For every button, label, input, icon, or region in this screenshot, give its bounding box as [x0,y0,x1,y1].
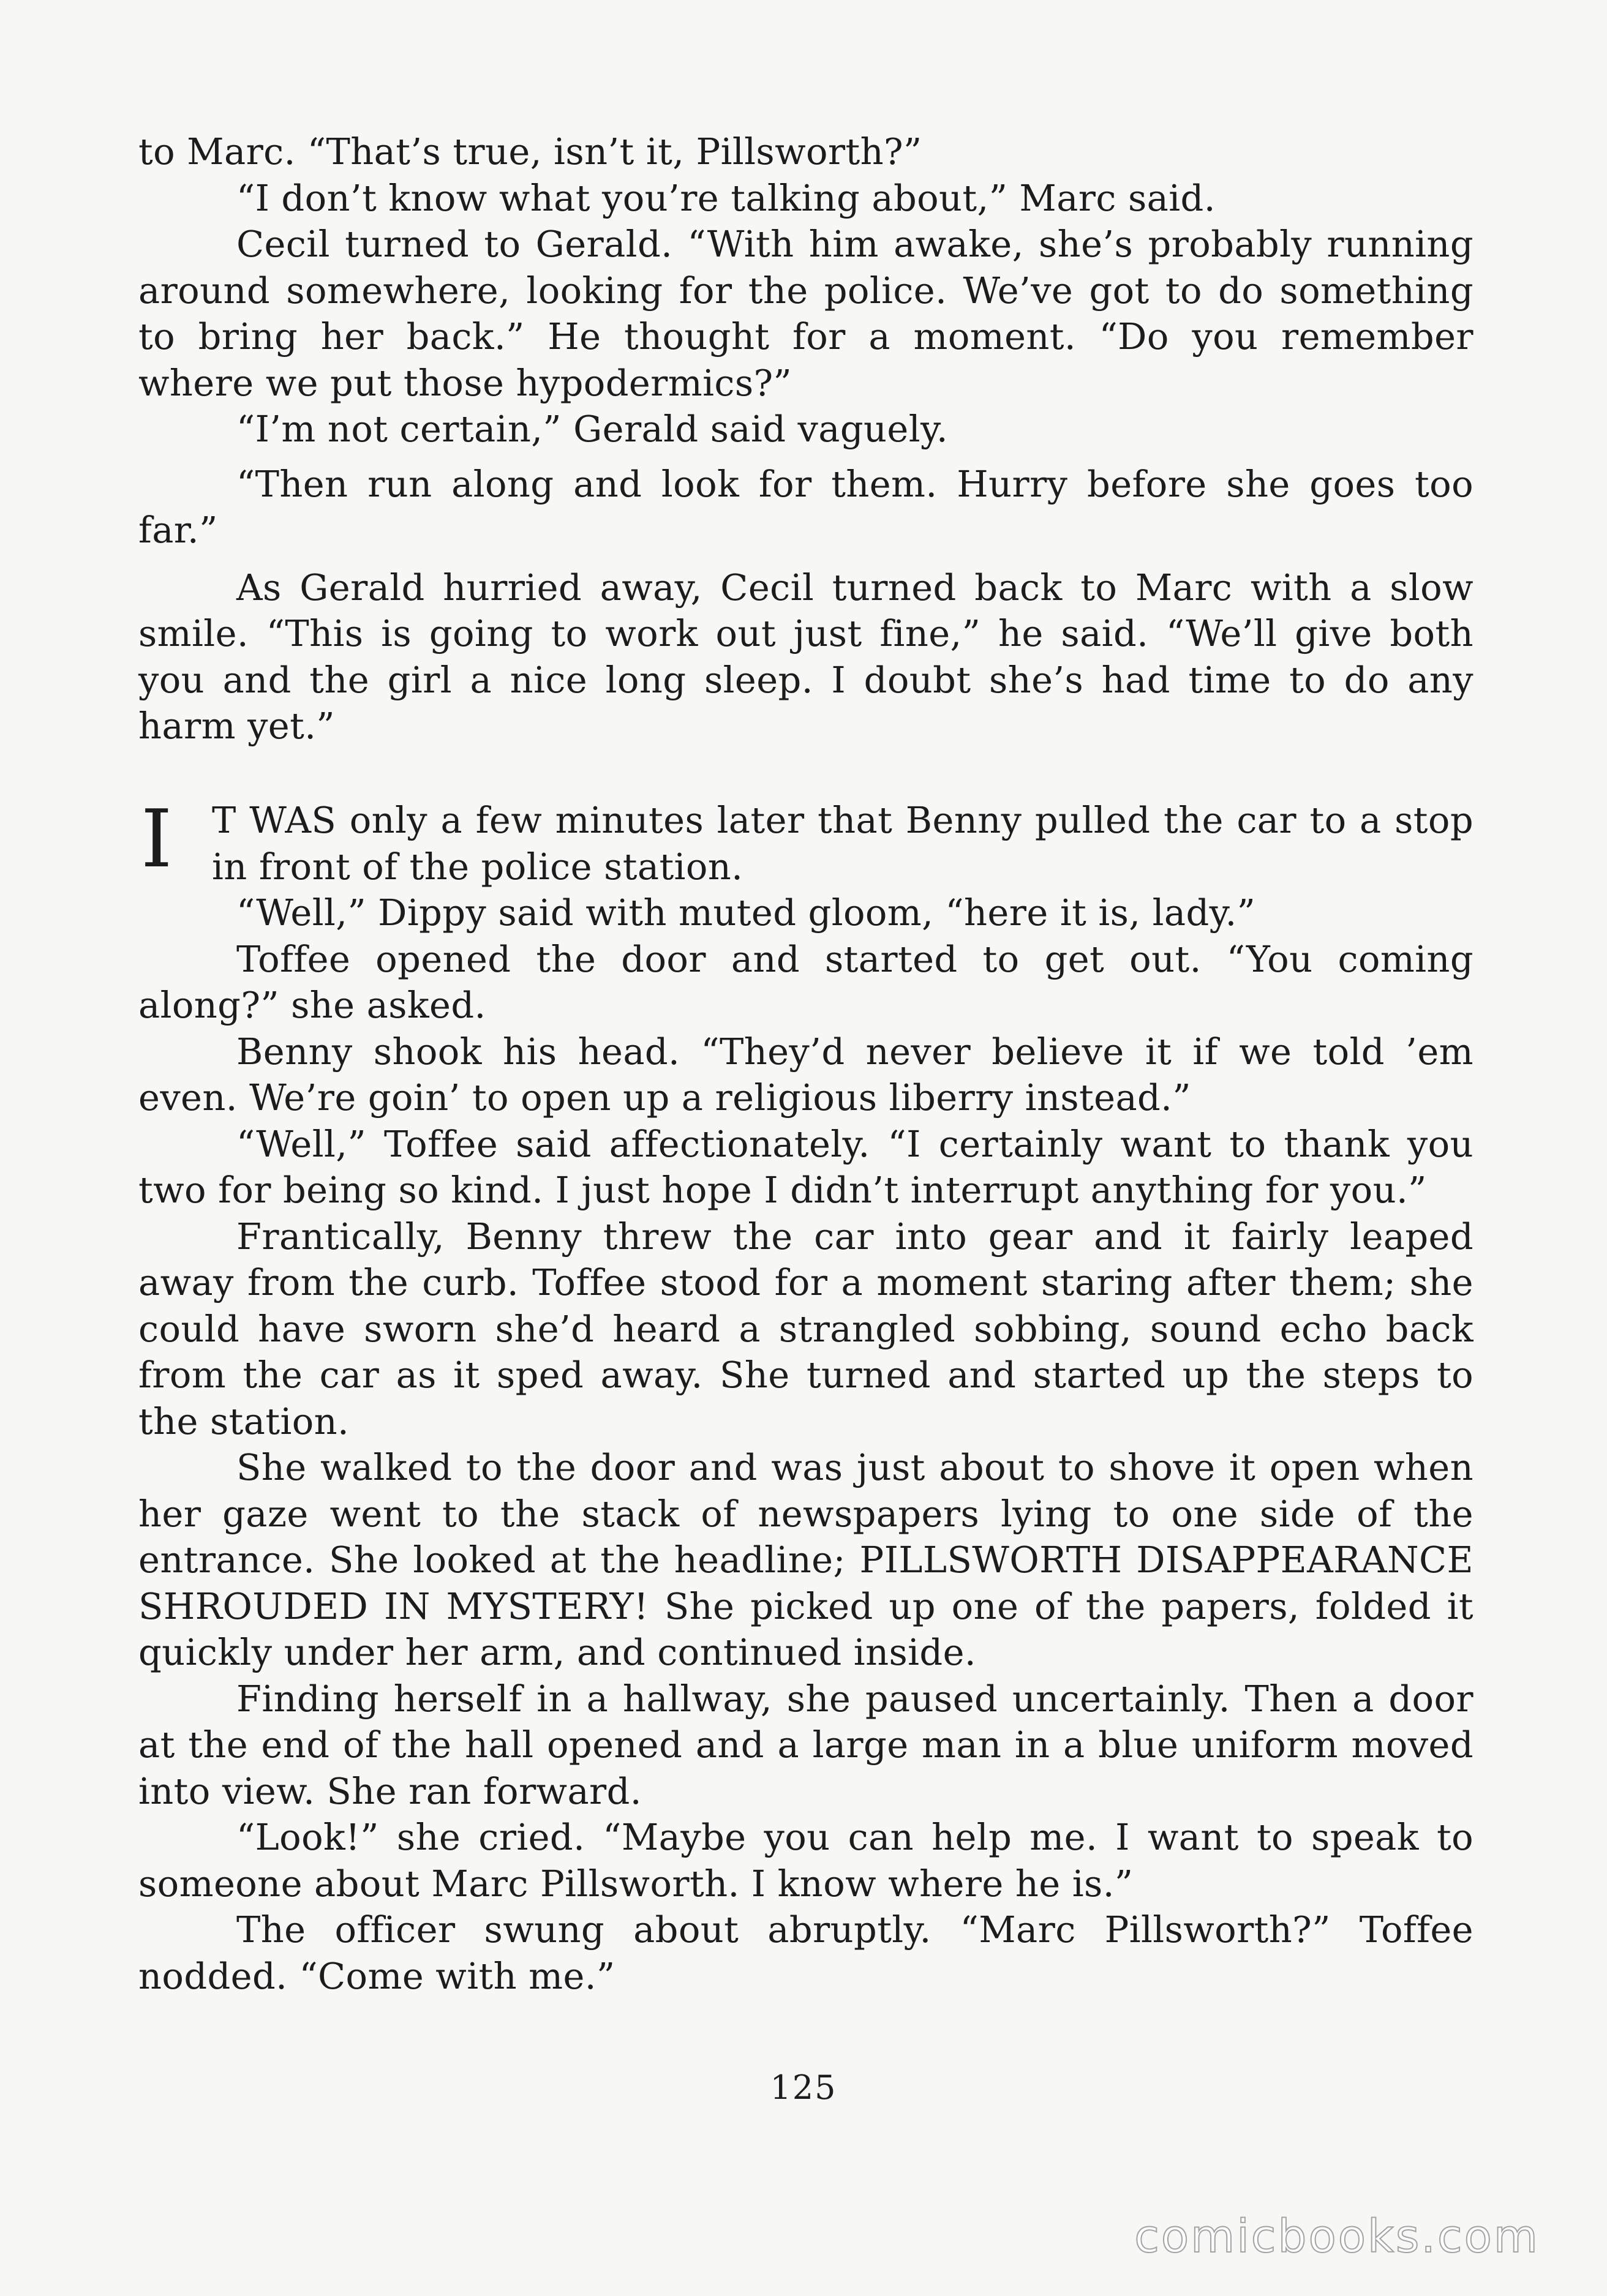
paragraph: Cecil turned to Gerald. “With him awake, she’s probably running around somewhere, looking for the police. We’ve got to do something to bring her back.” He thought for a moment. “Do you remember where we put those hypodermics?” [138,223,1473,404]
text-section-bottom [138,792,1473,1999]
drop-cap-paragraph-text: T WAS only a few minutes later that Benny pulled the car to a stop in front of the police station. [212,799,1473,888]
text-section-top [138,129,1473,749]
drop-cap-paragraph [138,792,1473,890]
paragraph: “I don’t know what you’re talking about,” Marc said. [236,176,1216,219]
paragraph: Benny shook his head. “They’d never believe it if we told ’em even. We’re goin’ to open up a religious liberry instead.” [138,1030,1473,1119]
page-number: 125 [770,2068,837,2107]
paragraph: to Marc. “That’s true, isn’t it, Pillsworth?” [138,130,922,173]
paragraph: As Gerald hurried away, Cecil turned back to Marc with a slow smile. “This is going to work out just fine,” he said. “We’ll give both you and the girl a nice long sleep. I doubt she’s had time to do any harm yet.” [138,566,1473,747]
paragraph: She walked to the door and was just about to shove it open when her gaze went to the stack of newspapers lying to one side of the entrance. She looked at the headline; PILLSWORTH DISAPPEARANCE SHROUDED IN MYSTERY! She picked up one of the papers, folded it quickly under her arm, and continued inside. [138,1446,1473,1673]
paragraph: “Well,” Dippy said with muted gloom, “here it is, lady.” [236,891,1256,934]
paragraph: Toffee opened the door and started to get out. “You coming along?” she asked. [138,937,1473,1026]
paragraph: “I’m not certain,” Gerald said vaguely. [236,408,949,450]
site-watermark: comicbooks.com [1134,2210,1540,2263]
drop-cap: I [141,792,173,885]
paragraph: “Then run along and look for them. Hurry before she goes too far.” [138,462,1473,551]
paragraph: “Well,” Toffee said affectionately. “I certainly want to thank you two for being so kind. I just hope I didn’t interrupt anything for you.” [138,1122,1473,1211]
paragraph: The officer swung about abruptly. “Marc Pillsworth?” Toffee nodded. “Come with me.” [138,1908,1473,1997]
paragraph: Frantically, Benny threw the car into gear and it fairly leaped away from the curb. Toffee stood for a moment staring after them; she could have sworn she’d heard a strangled sobbing, sound echo back from the car as it sped away. She turned and started up the steps to the station. [138,1215,1473,1443]
paragraph: “Look!” she cried. “Maybe you can help me. I want to speak to someone about Marc Pillsworth. I know where he is.” [138,1816,1473,1905]
paragraph: Finding herself in a hallway, she paused uncertainly. Then a door at the end of the hall opened and a large man in a blue uniform moved into view. She ran forward. [138,1677,1473,1812]
